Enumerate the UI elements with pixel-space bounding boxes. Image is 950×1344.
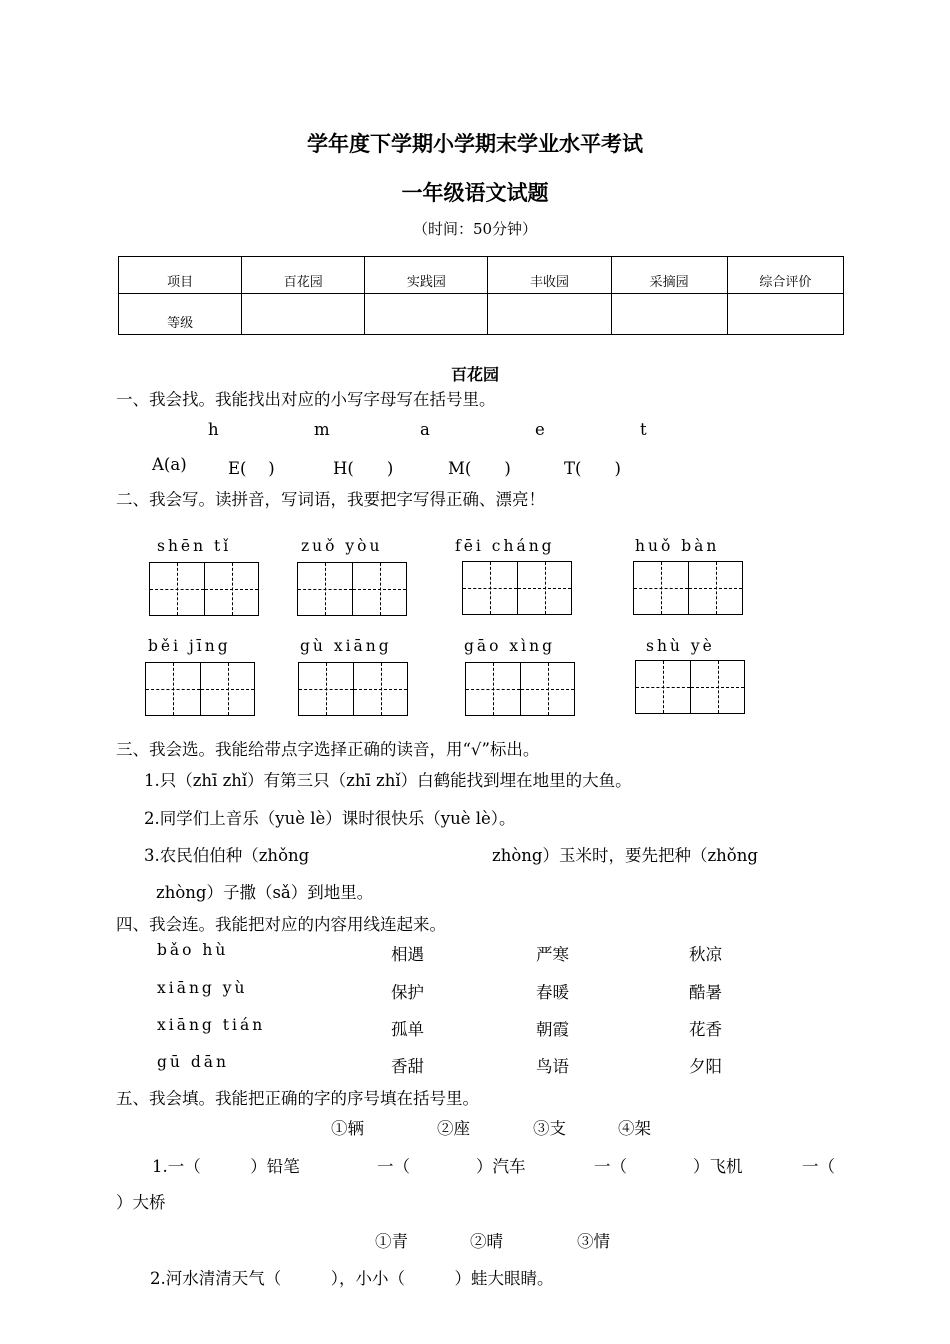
q4-word[interactable]: 孤单: [391, 1020, 424, 1039]
grade-table: [118, 256, 844, 335]
q5-blank[interactable]: 2.河水清清天气（ ），小小（ ）蛙大眼睛。: [150, 1269, 554, 1288]
q4-pinyin[interactable]: xiāng yù: [157, 979, 248, 997]
q2-pinyin: gāo xìng: [464, 637, 556, 655]
grade-header-cell: 项目: [119, 257, 242, 294]
q1-answer[interactable]: E( ): [228, 459, 275, 478]
q2-pinyin: gù xiāng: [300, 637, 392, 655]
q5-blank[interactable]: 一（ ）汽车: [377, 1157, 526, 1176]
grade-row-label: 等级: [119, 294, 242, 335]
q5-option: ③支: [533, 1119, 566, 1138]
q2-pinyin: shù yè: [646, 637, 715, 655]
q5-blank[interactable]: 一（: [802, 1157, 835, 1176]
writing-grid[interactable]: [465, 662, 575, 716]
q4-pinyin[interactable]: xiāng tián: [157, 1016, 266, 1034]
q4-word[interactable]: 夕阳: [689, 1057, 722, 1076]
q4-word[interactable]: 相遇: [391, 945, 424, 964]
grade-input-cell[interactable]: [242, 294, 365, 335]
q5-option: ②座: [437, 1119, 470, 1138]
q5-option: ②晴: [470, 1232, 503, 1251]
grade-input-cell[interactable]: [488, 294, 611, 335]
q5-prompt: 五、我会填。我能把正确的字的序号填在括号里。: [116, 1089, 479, 1108]
grade-header-cell: 采摘园: [611, 257, 727, 294]
q4-word[interactable]: 香甜: [391, 1057, 424, 1076]
q5-option: ①青: [375, 1232, 408, 1251]
q5-option: ④架: [618, 1119, 651, 1138]
writing-grid[interactable]: [149, 562, 259, 616]
q1-answer[interactable]: T( ): [564, 459, 621, 478]
q3-item[interactable]: 1.只（zhī zhǐ）有第三只（zhī zhǐ）白鹤能找到埋在地里的大鱼。: [144, 771, 632, 790]
q4-pinyin[interactable]: gū dān: [157, 1053, 229, 1071]
q2-prompt: 二、我会写。读拼音，写词语，我要把字写得正确、漂亮！: [116, 490, 545, 509]
q1-letter: e: [535, 420, 545, 439]
q3-item[interactable]: zhòng）子撒（sǎ）到地里。: [156, 883, 374, 902]
grade-input-cell[interactable]: [365, 294, 488, 335]
q5-option: ③情: [577, 1232, 610, 1251]
q1-letter: h: [208, 420, 219, 439]
q1-letter: a: [420, 420, 430, 439]
q4-word[interactable]: 鸟语: [536, 1057, 569, 1076]
q4-pinyin[interactable]: bǎo hù: [157, 941, 229, 959]
q1-letter: m: [314, 420, 330, 439]
q1-answer[interactable]: H( ): [333, 459, 394, 478]
q4-word[interactable]: 秋凉: [689, 945, 722, 964]
q5-blank-cont: ）大桥: [116, 1193, 166, 1212]
q2-pinyin: běi jīng: [148, 637, 231, 655]
q1-answer[interactable]: M( ): [448, 459, 511, 478]
exam-time: （时间：50分钟）: [412, 220, 538, 238]
writing-grid[interactable]: [145, 662, 255, 716]
q3-item[interactable]: 2.同学们上音乐（yuè lè）课时很快乐（yuè lè）。: [144, 809, 516, 828]
writing-grid[interactable]: [635, 660, 745, 714]
exam-title: 学年度下学期小学期末学业水平考试: [307, 131, 643, 156]
writing-grid[interactable]: [298, 662, 408, 716]
q2-pinyin: fēi cháng: [455, 537, 555, 555]
q1-prompt: 一、我会找。我能找出对应的小写字母写在括号里。: [116, 390, 496, 409]
q5-option: ①辆: [331, 1119, 364, 1138]
q4-word[interactable]: 花香: [689, 1020, 722, 1039]
q3-item[interactable]: 3.农民伯伯种（zhǒng: [144, 846, 310, 865]
grade-header-cell: 丰收园: [488, 257, 611, 294]
q4-word[interactable]: 春暖: [536, 983, 569, 1002]
q2-pinyin: huǒ bàn: [635, 537, 720, 555]
q3-item[interactable]: zhòng）玉米时，要先把种（zhǒng: [492, 846, 758, 865]
q1-answer: A(a): [152, 455, 187, 474]
q1-letter: t: [640, 420, 647, 439]
section-title: 百花园: [450, 365, 499, 384]
q2-pinyin: zuǒ yòu: [301, 537, 383, 555]
q5-blank[interactable]: 一（ ）飞机: [594, 1157, 743, 1176]
q4-word[interactable]: 严寒: [536, 945, 569, 964]
grade-input-cell[interactable]: [727, 294, 843, 335]
q4-prompt: 四、我会连。我能把对应的内容用线连起来。: [116, 915, 446, 934]
grade-header-cell: 实践园: [365, 257, 488, 294]
q4-word[interactable]: 朝霞: [536, 1020, 569, 1039]
grade-input-cell[interactable]: [611, 294, 727, 335]
grade-header-cell: 百花园: [242, 257, 365, 294]
q4-word[interactable]: 酷暑: [689, 983, 722, 1002]
q5-blank[interactable]: 1.一（ ）铅笔: [152, 1157, 300, 1176]
writing-grid[interactable]: [633, 561, 743, 615]
writing-grid[interactable]: [462, 561, 572, 615]
exam-subtitle: 一年级语文试题: [401, 180, 549, 205]
q2-pinyin: shēn tǐ: [157, 537, 232, 555]
q4-word[interactable]: 保护: [391, 983, 424, 1002]
q3-prompt: 三、我会选。我能给带点字选择正确的读音，用“√”标出。: [116, 740, 540, 759]
grade-header-cell: 综合评价: [727, 257, 843, 294]
writing-grid[interactable]: [297, 562, 407, 616]
